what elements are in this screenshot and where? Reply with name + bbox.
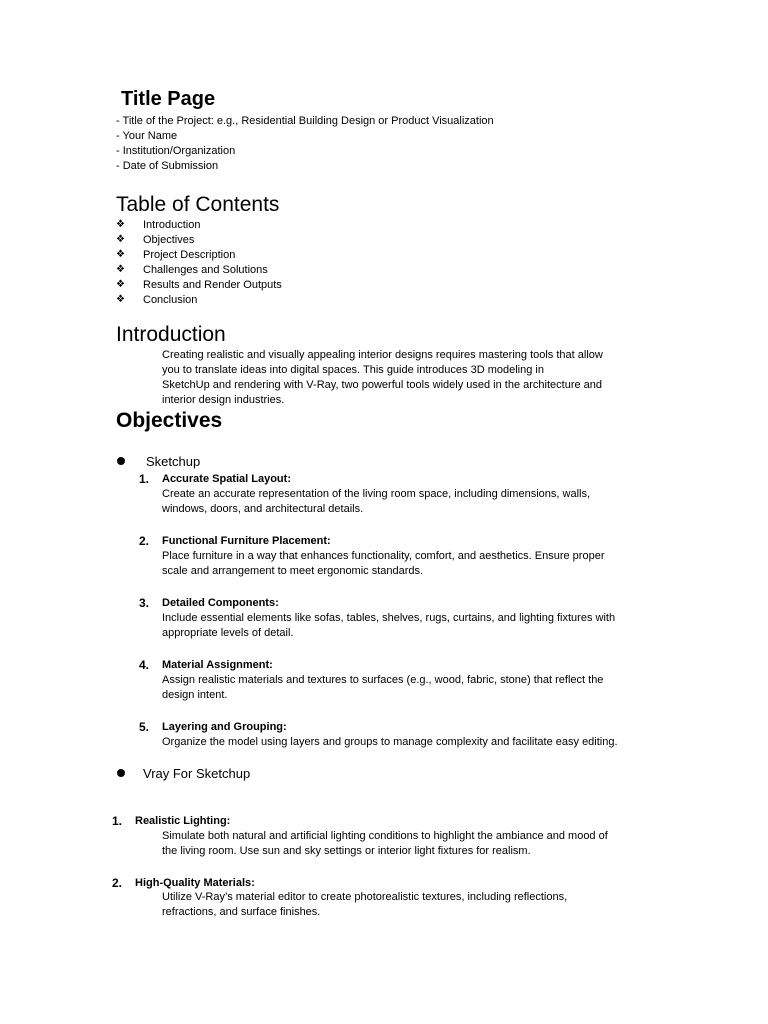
objective-text: the living room. Use sun and sky settings or interior light fixtures for realism.	[162, 845, 531, 857]
title-page-line: - Your Name	[116, 130, 178, 142]
round-bullet-icon	[117, 769, 125, 777]
list-number: 2.	[139, 534, 150, 548]
toc-item: Introduction	[143, 219, 201, 231]
list-number: 1.	[112, 814, 123, 828]
list-number: 4.	[139, 658, 150, 672]
toc-item: Project Description	[143, 249, 236, 261]
introduction-line: you to translate ideas into digital spaces. This guide introduces 3D modeling in	[162, 364, 544, 376]
objective-title: Layering and Grouping:	[162, 721, 287, 733]
title-page-line: - Institution/Organization	[116, 145, 236, 157]
diamond-bullet-icon: ❖	[116, 294, 125, 305]
diamond-bullet-icon: ❖	[116, 219, 125, 230]
diamond-bullet-icon: ❖	[116, 234, 125, 245]
toc-item: Conclusion	[143, 294, 198, 306]
objective-text: Assign realistic materials and textures to surfaces (e.g., wood, fabric, stone) that reflect the	[162, 674, 604, 686]
title-page-heading: Title Page	[121, 88, 216, 110]
objective-text: Utilize V-Ray’s material editor to create photorealistic textures, including reflections,	[162, 891, 568, 903]
list-number: 1.	[139, 472, 150, 486]
toc-item: Challenges and Solutions	[143, 264, 268, 276]
objective-text: Organize the model using layers and groups to manage complexity and facilitate easy editing.	[162, 736, 618, 748]
introduction-line: Creating realistic and visually appealing interior designs requires mastering tools that allow	[162, 349, 603, 361]
objective-title: Realistic Lighting:	[135, 815, 231, 827]
sketchup-label: Sketchup	[146, 454, 201, 469]
objective-text: appropriate levels of detail.	[162, 627, 294, 639]
objective-title: Detailed Components:	[162, 597, 279, 609]
vray-label: Vray For Sketchup	[143, 766, 251, 781]
objective-text: Create an accurate representation of the living room space, including dimensions, walls,	[162, 488, 591, 500]
objective-title: Functional Furniture Placement:	[162, 535, 331, 547]
title-page-line: - Date of Submission	[116, 160, 219, 172]
objective-text: design intent.	[162, 689, 228, 701]
objective-text: Simulate both natural and artificial lighting conditions to highlight the ambiance and mood of	[162, 830, 608, 842]
objective-text: scale and arrangement to meet ergonomic standards.	[162, 565, 424, 577]
diamond-bullet-icon: ❖	[116, 279, 125, 290]
objective-title: Accurate Spatial Layout:	[162, 473, 291, 485]
title-page-line: - Title of the Project: e.g., Residential Building Design or Product Visualization	[116, 115, 494, 127]
list-number: 3.	[139, 596, 150, 610]
toc-heading: Table of Contents	[116, 193, 280, 216]
objectives-heading: Objectives	[116, 409, 223, 432]
introduction-heading: Introduction	[116, 323, 226, 346]
objective-text: windows, doors, and architectural details.	[162, 503, 364, 515]
objective-text: Place furniture in a way that enhances functionality, comfort, and aesthetics. Ensure proper	[162, 550, 605, 562]
objective-text: Include essential elements like sofas, tables, shelves, rugs, curtains, and lighting fixtures with	[162, 612, 616, 624]
diamond-bullet-icon: ❖	[116, 249, 125, 260]
introduction-line: SketchUp and rendering with V-Ray, two powerful tools widely used in the architecture and	[162, 379, 603, 391]
introduction-line: interior design industries.	[162, 394, 285, 406]
objective-title: High-Quality Materials:	[135, 877, 255, 889]
objective-title: Material Assignment:	[162, 659, 273, 671]
list-number: 5.	[139, 720, 150, 734]
round-bullet-icon	[117, 457, 125, 465]
diamond-bullet-icon: ❖	[116, 264, 125, 275]
objective-text: refractions, and surface finishes.	[162, 906, 321, 918]
toc-item: Objectives	[143, 234, 195, 246]
toc-item: Results and Render Outputs	[143, 279, 282, 291]
list-number: 2.	[112, 876, 123, 890]
